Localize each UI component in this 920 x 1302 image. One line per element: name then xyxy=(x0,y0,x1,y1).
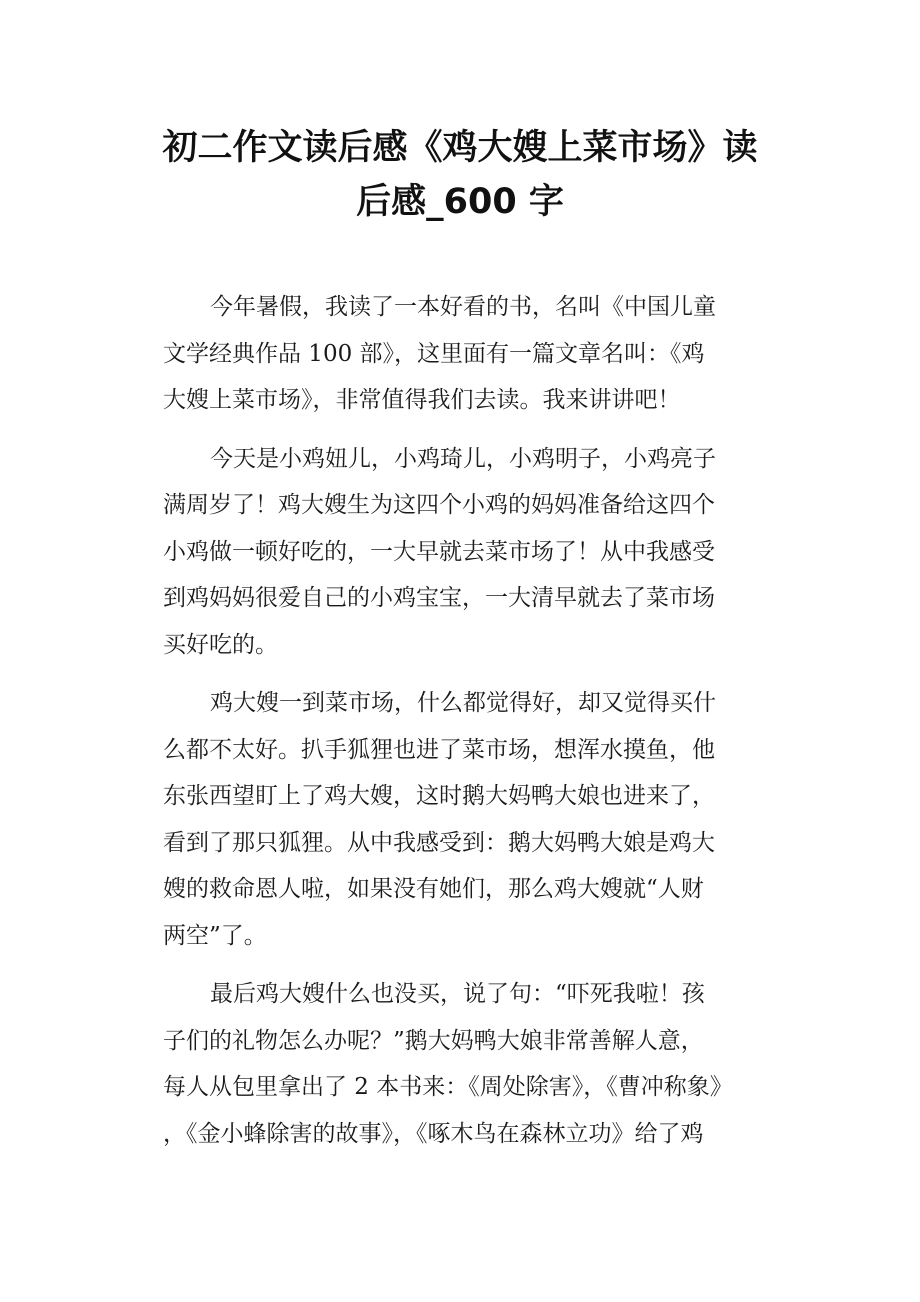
paragraph-3 xyxy=(163,680,783,959)
document-body xyxy=(163,284,783,1157)
text-line: 么都不太好。扒手狐狸也进了菜市场，想浑水摸鱼，他 xyxy=(163,736,715,763)
title-line: 初二作文读后感《鸡大嫂上菜市场》读 xyxy=(162,128,758,168)
text-line: 鸡大嫂一到菜市场，什么都觉得好，却又觉得买什 xyxy=(210,690,716,716)
text-line: 今天是小鸡妞儿，小鸡琦儿，小鸡明子，小鸡亮子 xyxy=(210,445,716,472)
text-line: 最后鸡大嫂什么也没买，说了句：“吓死我啦！孩 xyxy=(210,981,705,1007)
paragraph-1 xyxy=(163,284,783,424)
text-line: 今年暑假，我读了一本好看的书，名叫《中国儿童 xyxy=(210,294,716,320)
text-line: 看到了那只狐狸。从中我感受到：鹅大妈鸭大娘是鸡大 xyxy=(163,829,715,856)
title-line: 后感_600 字 xyxy=(356,182,564,222)
text-line: 子们的礼物怎么办呢？”鹅大妈鸭大娘非常善解人意， xyxy=(163,1027,704,1054)
text-line: 买好吃的。 xyxy=(163,631,278,658)
text-line: 小鸡做一顿好吃的，一大早就去菜市场了！从中我感受 xyxy=(163,538,715,565)
text-line: ，《金小蜂除害的故事》，《啄木鸟在森林立功》给了鸡 xyxy=(163,1120,704,1147)
text-line: 东张西望盯上了鸡大嫂，这时鹅大妈鸭大娘也进来了， xyxy=(163,783,715,809)
text-line: 嫂的救命恩人啦，如果没有她们，那么鸡大嫂就“人财 xyxy=(163,876,704,902)
text-line: 每人从包里拿出了 2 本书来：《周处除害》，《曹冲称象》 xyxy=(163,1074,733,1100)
text-line: 两空”了。 xyxy=(163,922,267,949)
text-line: 到鸡妈妈很爱自己的小鸡宝宝，一大清早就去了菜市场 xyxy=(163,585,715,611)
text-line: 大嫂上菜市场》，非常值得我们去读。我来讲讲吧！ xyxy=(163,387,681,413)
paragraph-2 xyxy=(163,436,783,669)
text-line: 文学经典作品 100 部》，这里面有一篇文章名叫：《鸡 xyxy=(163,340,705,367)
document-title xyxy=(150,121,770,229)
paragraph-4 xyxy=(163,971,783,1157)
text-line: 满周岁了！鸡大嫂生为这四个小鸡的妈妈准备给这四个 xyxy=(163,492,715,518)
